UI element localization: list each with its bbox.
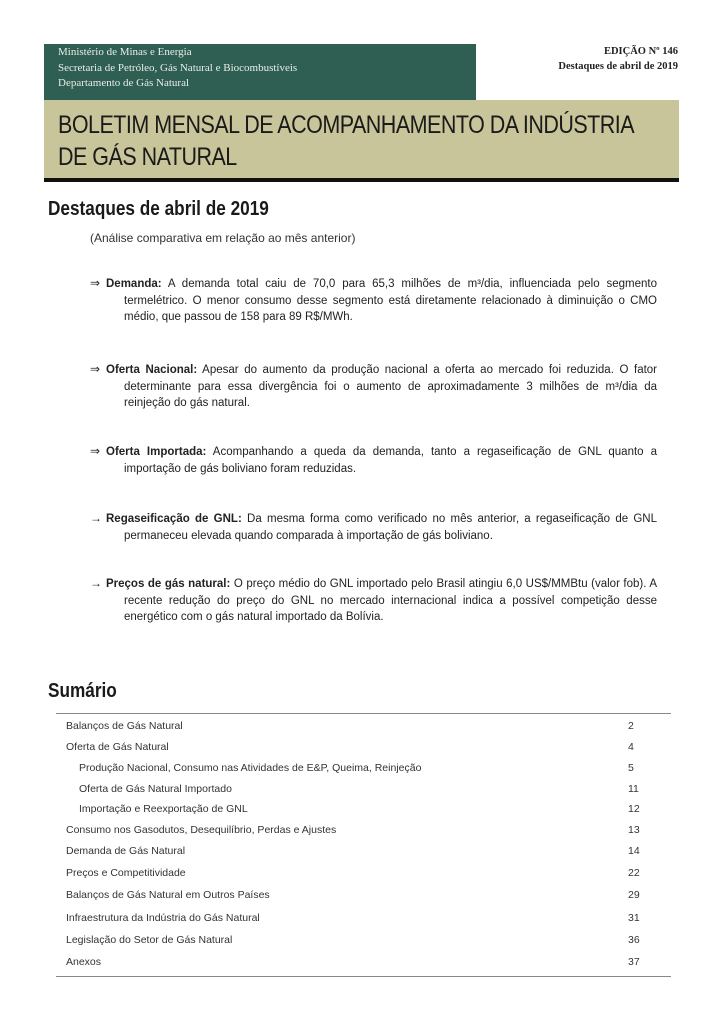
arrow-icon: → xyxy=(90,576,102,590)
highlight-demanda xyxy=(90,275,657,326)
toc-item-anexos[interactable] xyxy=(56,952,671,973)
toc-item-demanda[interactable] xyxy=(56,841,671,862)
ministry-header xyxy=(44,44,476,100)
arrow-icon: ⇒ xyxy=(90,444,101,458)
summary-title: Sumário xyxy=(48,680,117,702)
highlights-subtitle: (Análise comparativa em relação ao mês anterior) xyxy=(90,231,356,245)
table-of-contents xyxy=(56,713,671,977)
toc-item-page: 5 xyxy=(628,762,634,774)
toc-item-balancos[interactable] xyxy=(56,716,671,737)
arrow-icon: ⇒ xyxy=(90,276,101,290)
highlight-title: Preços de gás natural: xyxy=(106,578,231,590)
highlight-text: Da mesma forma como verificado no mês anterior, a regaseificação de GNL permaneceu elevada quando comparada à importação de gás boliviano. xyxy=(124,513,658,542)
highlight-text: O preço médio do GNL importado pelo Brasil atingiu 6,0 US$/MMBtu (valor fob). A recente redução do preço do GNL no mercado internacional indica a possível competição desse energético com o gás natural importado da Bolívia. xyxy=(124,578,657,623)
secretariat-line: Secretaria de Petróleo, Gás Natural e Biocombustíveis xyxy=(58,61,298,74)
edition-subtitle: Destaques de abril de 2019 xyxy=(558,60,678,72)
toc-item-label: Oferta de Gás Natural Importado xyxy=(79,783,232,795)
toc-item-label: Balanços de Gás Natural xyxy=(66,720,183,732)
highlight-text: Acompanhando a queda da demanda, tanto a regaseificação de GNL quanto a importação de gás boliviano foram reduzidas. xyxy=(124,446,658,475)
edition-info xyxy=(558,45,678,74)
toc-item-legislacao[interactable] xyxy=(56,929,671,952)
toc-item-label: Importação e Reexportação de GNL xyxy=(79,803,248,815)
toc-item-page: 29 xyxy=(628,889,640,901)
toc-item-page: 12 xyxy=(628,803,640,815)
bulletin-title-line-2: DE GÁS NATURAL xyxy=(58,143,237,171)
highlight-precos xyxy=(90,575,657,626)
bulletin-title xyxy=(58,109,634,173)
highlight-title: Demanda: xyxy=(106,278,162,290)
highlight-text: Apesar do aumento da produção nacional a oferta ao mercado foi reduzida. O fator determinante para essa divergência foi o aumento de aproximadamente 3 milhões de m³/dia da reinjeção do gás natural. xyxy=(124,364,658,409)
toc-item-label: Anexos xyxy=(66,956,102,968)
toc-item-precos[interactable] xyxy=(56,862,671,884)
toc-item-label: Consumo nos Gasodutos, Desequilíbrio, Perdas e Ajustes xyxy=(66,824,337,836)
toc-item-oferta-importado[interactable] xyxy=(56,779,671,799)
toc-item-infraestrutura[interactable] xyxy=(56,907,671,929)
toc-item-oferta[interactable] xyxy=(56,737,671,758)
toc-item-label: Balanços de Gás Natural em Outros Países xyxy=(66,889,270,901)
toc-item-page: 36 xyxy=(628,934,640,946)
toc-item-producao[interactable] xyxy=(56,758,671,779)
arrow-icon: → xyxy=(90,511,102,525)
highlight-title: Regaseificação de GNL: xyxy=(106,513,242,525)
title-banner xyxy=(44,100,679,178)
toc-item-page: 13 xyxy=(628,824,640,836)
title-divider xyxy=(44,178,679,182)
toc-item-label: Produção Nacional, Consumo nas Atividades de E&P, Queima, Reinjeção xyxy=(79,762,422,774)
ministry-line: Ministério de Minas e Energia xyxy=(58,46,192,58)
toc-item-label: Demanda de Gás Natural xyxy=(66,845,186,857)
highlight-oferta-nacional xyxy=(90,361,657,412)
highlight-regaseificacao xyxy=(90,510,657,544)
toc-item-page: 4 xyxy=(628,741,634,753)
highlight-text: A demanda total caiu de 70,0 para 65,3 milhões de m³/dia, influenciada pelo segmento termelétrico. O menor consumo desse segmento está diretamente relacionado à diminuição o CMO médio, que passou de 158 para 89 R$/MWh. xyxy=(124,278,658,323)
toc-item-page: 2 xyxy=(628,720,634,732)
toc-item-label: Preços e Competitividade xyxy=(66,867,186,879)
highlight-title: Oferta Importada: xyxy=(106,446,207,458)
toc-item-page: 22 xyxy=(628,867,640,879)
department-line: Departamento de Gás Natural xyxy=(58,77,190,89)
toc-item-page: 14 xyxy=(628,845,640,857)
toc-item-importacao-gnl[interactable] xyxy=(56,799,671,820)
edition-number: EDIÇÃO Nº 146 xyxy=(603,46,678,57)
highlight-oferta-importada xyxy=(90,443,657,477)
toc-item-label: Infraestrutura da Indústria do Gás Natural xyxy=(66,912,260,924)
toc-item-consumo[interactable] xyxy=(56,820,671,841)
arrow-icon: ⇒ xyxy=(90,362,101,376)
toc-item-label: Oferta de Gás Natural xyxy=(66,741,169,753)
toc-item-page: 11 xyxy=(628,783,639,795)
toc-item-outros-paises[interactable] xyxy=(56,884,671,907)
toc-item-page: 37 xyxy=(628,956,640,968)
bulletin-title-line-1: BOLETIM MENSAL DE ACOMPANHAMENTO DA INDÚSTRIA xyxy=(58,111,635,139)
toc-item-page: 31 xyxy=(628,912,640,924)
highlights-title: Destaques de abril de 2019 xyxy=(48,198,269,220)
highlight-title: Oferta Nacional: xyxy=(106,364,198,376)
toc-item-label: Legislação do Setor de Gás Natural xyxy=(66,934,233,946)
